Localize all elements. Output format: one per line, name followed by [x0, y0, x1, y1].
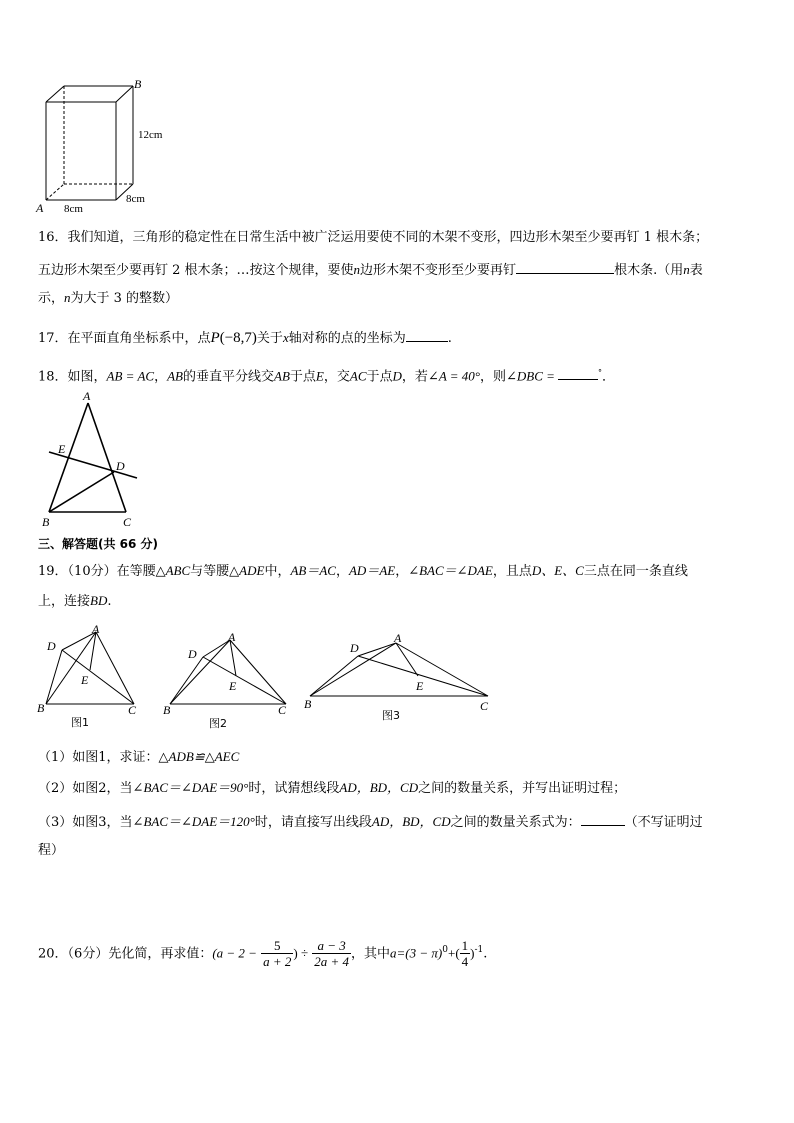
q18-line: 18．如图，AB = AC，AB的垂直平分线交AB于点E，交AC于点D，若∠A = 40°，则∠DBC = °． [38, 364, 615, 386]
svg-text:E: E [229, 679, 237, 693]
fraction-1: $\frac{5}{a + 2}$ [263, 938, 292, 970]
fraction-3: $\frac{1}{4}$ [461, 938, 469, 970]
q17-answer-blank[interactable] [406, 327, 448, 342]
q16-line1: 16．我们知道，三角形的稳定性在日常生活中被广泛运用要使不同的木架不变形，四边形木架至少要再钉 1 根木条； [38, 230, 709, 245]
q19-figure-2 [158, 628, 298, 738]
label-B: B [42, 515, 50, 529]
svg-text:A: A [394, 631, 402, 645]
figure-caption: 图1 [71, 716, 89, 729]
svg-text:C: C [480, 699, 489, 713]
svg-text:A: A [92, 622, 100, 636]
triangle-svg [38, 390, 148, 530]
q19-part3-cont: 程） [38, 843, 65, 858]
q19-figure-3 [300, 628, 500, 728]
label-A: A [83, 389, 91, 403]
q19-part3-blank[interactable] [581, 811, 625, 826]
q18-answer-blank[interactable] [558, 365, 598, 380]
section-heading: 三、解答题(共 66 分) [38, 537, 159, 551]
svg-text:D: D [188, 647, 197, 661]
q20-line: 20．（6分）先化简，再求值：(a − 2 − $\frac{5}{a + 2}$ ) ÷ $\frac{a - 3}{2a + 4}$ ，其中$a=(3 - \pi)^0+$( $\frac{1}{4}$ )$^{-1}$. [38, 938, 488, 970]
svg-text:E: E [416, 679, 424, 693]
svg-text:D: D [47, 639, 56, 653]
svg-text:C: C [128, 703, 137, 717]
q16-answer-blank[interactable] [516, 259, 614, 274]
svg-text:B: B [163, 703, 171, 717]
svg-text:C: C [278, 703, 287, 717]
triangle-figure [38, 390, 148, 530]
svg-text:B: B [304, 697, 312, 711]
cuboid-svg [34, 76, 184, 216]
label-E: E [58, 442, 66, 456]
depth-label: 8cm [126, 193, 145, 205]
q16-line3: 示，n为大于 3 的整数） [38, 290, 179, 306]
q19-part3: （3）如图3，当∠BAC＝∠DAE＝120°时，请直接写出线段AD，BD，CD之间的数量关系式为： （不写证明过 [38, 811, 703, 832]
height-label: 12cm [138, 129, 163, 141]
q19-part1: （1）如图1，求证：△ADB≌△AEC [38, 749, 240, 765]
q17-line: 17．在平面直角坐标系中，点P(−8,7)关于x轴对称的点的坐标为 . [38, 327, 452, 348]
figure-caption: 图3 [382, 709, 400, 722]
q19-part2: （2）如图2，当∠BAC＝∠DAE＝90°时，试猜想线段AD，BD，CD之间的数量关系，并写出证明过程； [38, 780, 627, 796]
q19-figure-1 [34, 622, 144, 732]
label-D: D [116, 459, 125, 473]
svg-text:E: E [81, 673, 89, 687]
label-C: C [123, 515, 132, 529]
q16-line2: 五边形木架至少要再钉 2 根木条；…按这个规律，要使n边形木架不变形至少要再钉 根木条.（用n表 [38, 259, 703, 280]
vertex-A-label: A [36, 201, 44, 215]
svg-text:B: B [37, 701, 45, 715]
svg-text:D: D [350, 641, 359, 655]
q19-line2: 上，连接BD. [38, 593, 112, 609]
figure-caption: 图2 [209, 717, 227, 730]
q19-line1: 19．（10分）在等腰△ABC与等腰△ADE中，AB＝AC，AD＝AE，∠BAC＝∠DAE，且点D、E、C三点在同一条直线 [38, 563, 688, 579]
fraction-2: $\frac{a - 3}{2a + 4}$ [314, 938, 350, 970]
width-label: 8cm [64, 203, 83, 215]
cuboid-figure [34, 76, 184, 216]
vertex-B-label: B [134, 77, 142, 91]
svg-text:A: A [228, 630, 236, 644]
